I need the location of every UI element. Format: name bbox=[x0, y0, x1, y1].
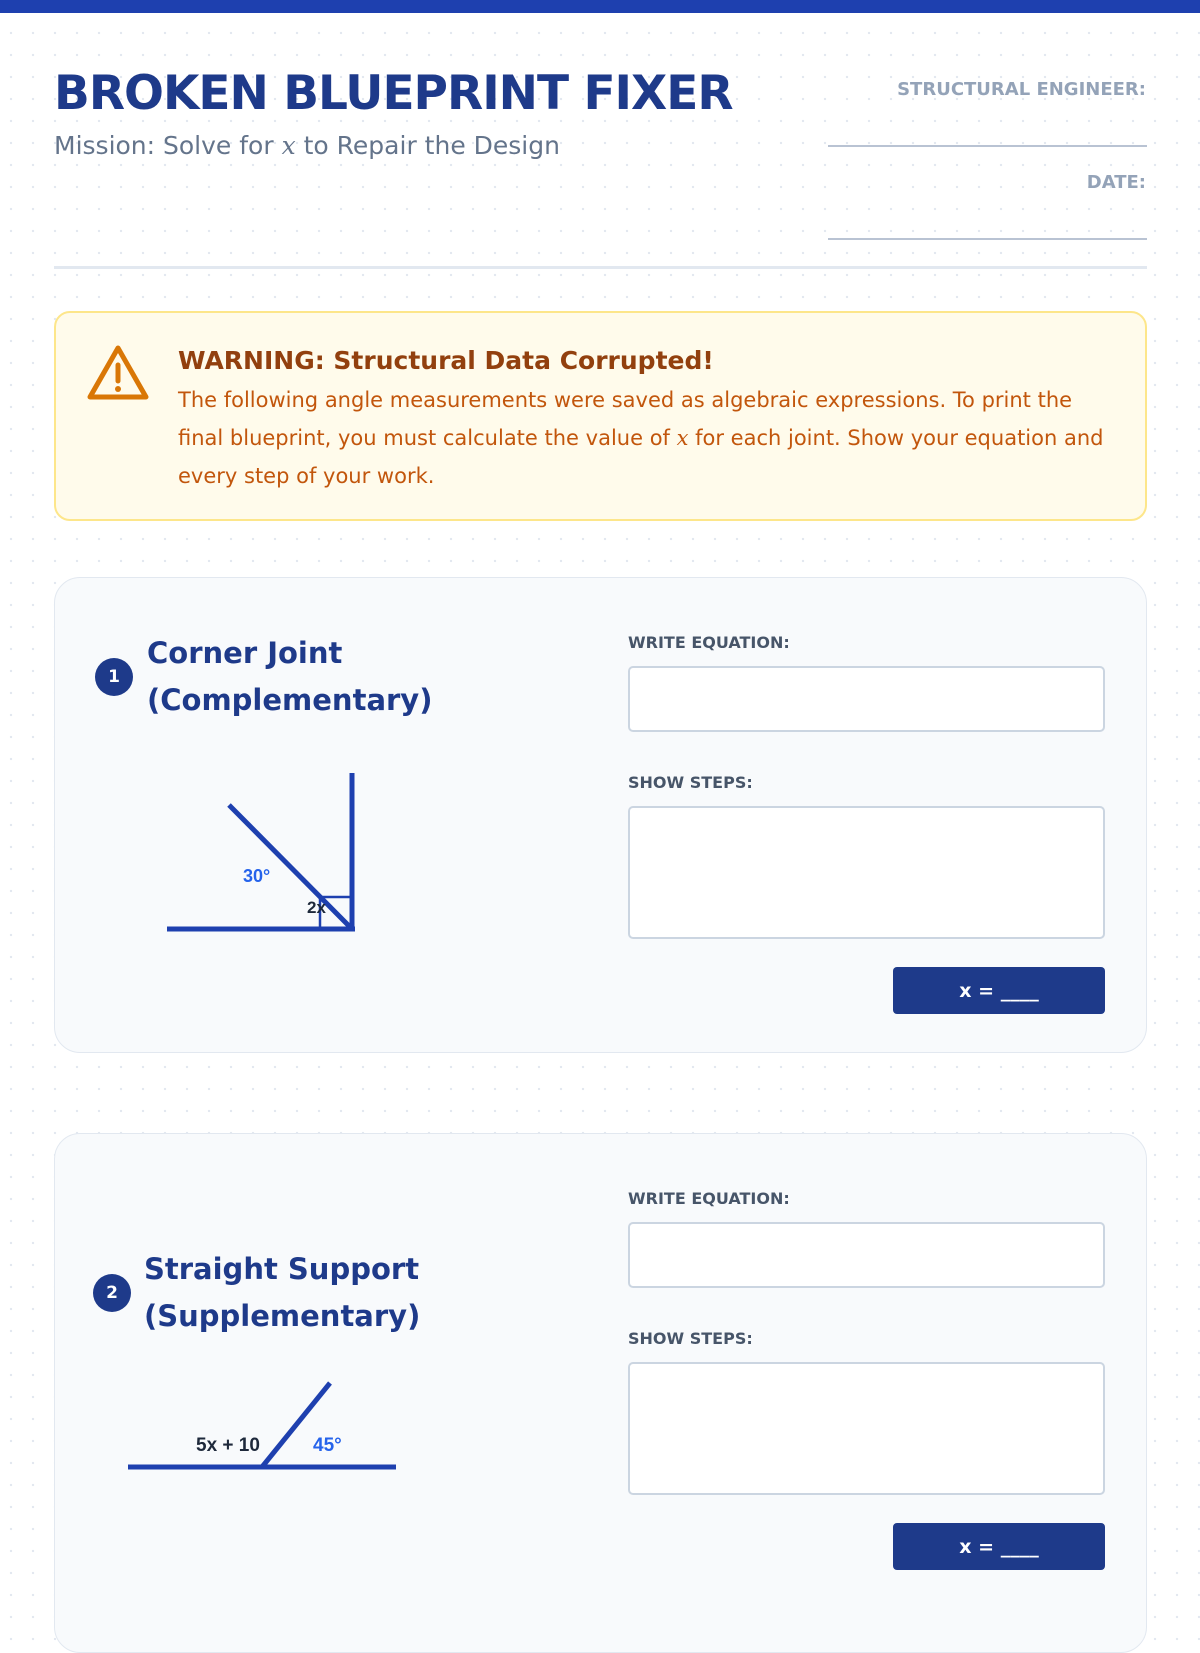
expression-angle-label: 2x bbox=[307, 898, 326, 917]
steps-input[interactable] bbox=[628, 806, 1105, 939]
straight-support-diagram bbox=[125, 1374, 405, 1484]
warning-box bbox=[54, 311, 1147, 521]
equation-label: WRITE EQUATION: bbox=[628, 1189, 790, 1208]
warning-body-after: for each joint. Show your equation and every step of your work. bbox=[178, 426, 1104, 488]
problem-number-badge: 2 bbox=[93, 1274, 131, 1312]
steps-input[interactable] bbox=[628, 1362, 1105, 1495]
known-angle-label: 30° bbox=[243, 866, 271, 886]
subtitle-text-before: Mission: Solve for bbox=[54, 131, 282, 160]
problem-title: Straight Support (Supplementary) bbox=[144, 1252, 421, 1333]
date-label: DATE: bbox=[1086, 172, 1146, 193]
answer-button[interactable]: x = ____ bbox=[893, 1523, 1105, 1570]
equation-label: WRITE EQUATION: bbox=[628, 633, 790, 652]
warning-triangle-icon bbox=[86, 343, 150, 403]
page-title: BROKEN BLUEPRINT FIXER bbox=[54, 66, 733, 121]
engineer-label: STRUCTURAL ENGINEER: bbox=[897, 79, 1146, 100]
warning-variable: x bbox=[676, 426, 689, 450]
page-subtitle bbox=[54, 131, 560, 160]
expression-angle-label: 5x + 10 bbox=[196, 1435, 260, 1456]
top-accent-bar bbox=[0, 0, 1200, 13]
corner-joint-diagram bbox=[145, 768, 365, 948]
answer-button[interactable]: x = ____ bbox=[893, 967, 1105, 1014]
subtitle-variable: x bbox=[281, 131, 296, 160]
header-divider bbox=[54, 266, 1147, 269]
date-field[interactable] bbox=[828, 238, 1147, 240]
known-angle-label: 45° bbox=[313, 1435, 342, 1456]
warning-title: WARNING: Structural Data Corrupted! bbox=[178, 346, 714, 375]
equation-input[interactable] bbox=[628, 666, 1105, 732]
problem-title: Corner Joint (Complementary) bbox=[147, 636, 433, 717]
problem-card-1 bbox=[54, 577, 1147, 1053]
problem-card-2 bbox=[54, 1133, 1147, 1653]
steps-label: SHOW STEPS: bbox=[628, 1329, 753, 1348]
subtitle-text-after: to Repair the Design bbox=[295, 131, 560, 160]
warning-message bbox=[178, 381, 1118, 495]
engineer-field[interactable] bbox=[828, 145, 1147, 147]
problem-number-badge: 1 bbox=[95, 658, 133, 696]
warning-body-before: The following angle measurements were saved as algebraic expressions. To print the final blueprint, you must calculate the value of bbox=[178, 388, 1073, 450]
equation-input[interactable] bbox=[628, 1222, 1105, 1288]
steps-label: SHOW STEPS: bbox=[628, 773, 753, 792]
